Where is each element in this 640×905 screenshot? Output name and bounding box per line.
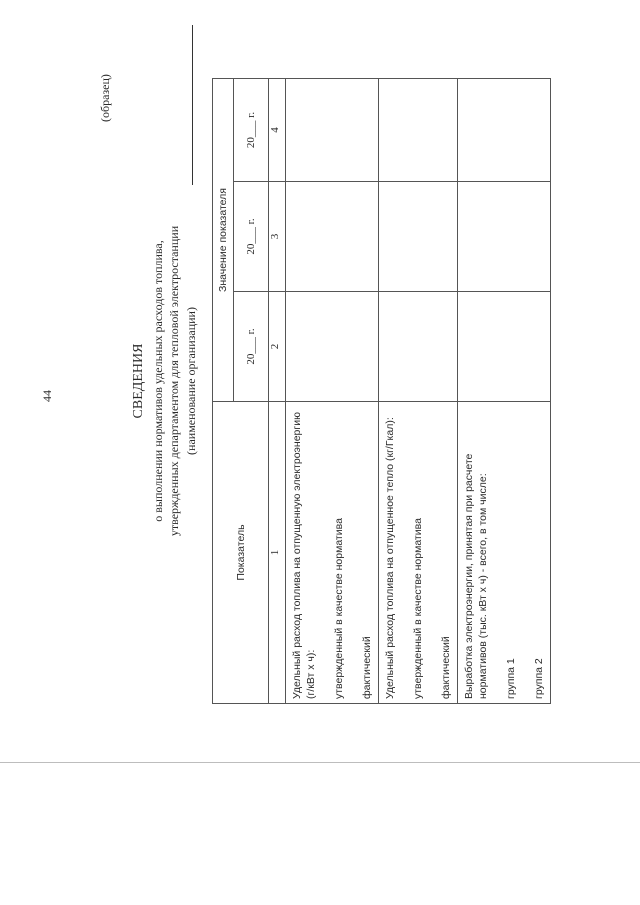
table-row bbox=[379, 79, 458, 704]
value-cell bbox=[458, 182, 551, 292]
value-cell bbox=[286, 292, 379, 402]
indicator-item: утвержденный в качестве норматива bbox=[412, 518, 424, 699]
value-cell bbox=[379, 292, 458, 402]
header-indicator: Показатель bbox=[213, 402, 269, 704]
indicator-title: Удельный расход топлива на отпущенную электроэнергию (г/кВт х ч): bbox=[291, 412, 317, 699]
value-cell bbox=[379, 182, 458, 292]
page-number: 44 bbox=[40, 390, 54, 402]
indicator-title: Выработка электроэнергии, принятая при расчете нормативов (тыс. кВт х ч) - всего, в том числе: bbox=[463, 453, 489, 699]
value-cell bbox=[458, 292, 551, 402]
indicator-cell bbox=[286, 402, 379, 704]
col-number-1: 1 bbox=[269, 402, 286, 704]
column-number-row bbox=[269, 79, 286, 704]
subtitle-line-2: утвержденных департаментом для тепловой электростанции bbox=[167, 225, 181, 537]
col-number-3: 3 bbox=[269, 182, 286, 292]
indicators-table bbox=[212, 78, 551, 704]
indicator-title: Удельный расход топлива на отпущенное тепло (кг/Гкал): bbox=[384, 417, 396, 699]
indicator-item: фактический bbox=[440, 636, 452, 699]
table-row bbox=[286, 79, 379, 704]
blank-area bbox=[0, 763, 640, 905]
value-cell bbox=[379, 79, 458, 182]
organization-caption: (наименование организации) bbox=[184, 307, 198, 455]
indicator-cell bbox=[458, 402, 551, 704]
subtitle-line-1: о выполнении нормативов удельных расходов топлива, bbox=[151, 240, 165, 522]
col-number-4: 4 bbox=[269, 79, 286, 182]
indicator-item: группа 2 bbox=[533, 658, 545, 699]
indicator-item: утвержденный в качестве норматива bbox=[333, 518, 345, 699]
indicator-item: фактический bbox=[361, 636, 373, 699]
year-col-3: 20___ г. bbox=[234, 79, 269, 182]
col-number-2: 2 bbox=[269, 292, 286, 402]
year-col-2: 20___ г. bbox=[234, 182, 269, 292]
value-cell bbox=[458, 79, 551, 182]
header-value: Значение показателя bbox=[213, 79, 234, 402]
sample-label: (образец) bbox=[98, 74, 112, 122]
document-title: СВЕДЕНИЯ bbox=[131, 343, 146, 419]
value-cell bbox=[286, 182, 379, 292]
table-row bbox=[458, 79, 551, 704]
value-cell bbox=[286, 79, 379, 182]
table-header-row bbox=[213, 79, 234, 704]
year-col-1: 20___ г. bbox=[234, 292, 269, 402]
indicator-item: группа 1 bbox=[505, 658, 517, 699]
indicator-cell bbox=[379, 402, 458, 704]
